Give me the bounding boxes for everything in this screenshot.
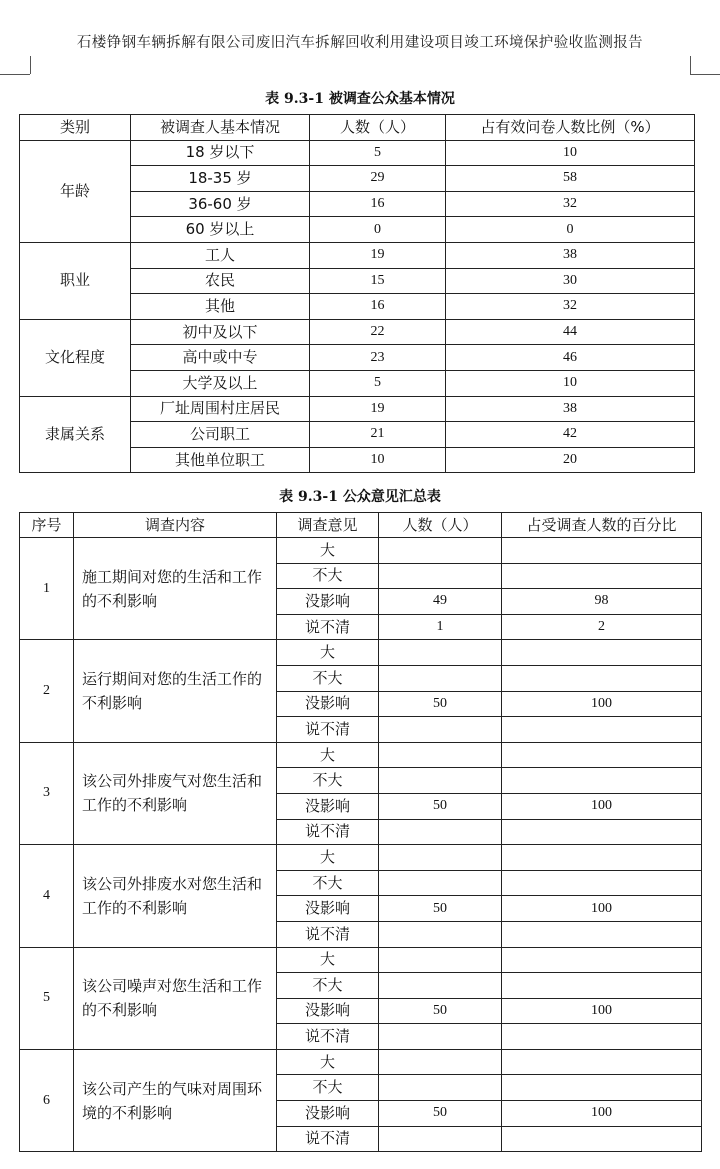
table-row — [20, 538, 702, 564]
count-cell — [379, 538, 502, 564]
percent-cell — [502, 1126, 702, 1152]
count-cell: 21 — [310, 422, 446, 448]
count-cell: 1 — [379, 614, 502, 640]
opinion-cell: 没影响 — [277, 589, 379, 615]
count-cell: 50 — [379, 793, 502, 819]
opinion-cell: 大 — [277, 538, 379, 564]
header-corner-mark-left — [30, 56, 31, 74]
respondent-basics-table — [19, 114, 695, 473]
table-row — [20, 396, 695, 422]
count-cell: 50 — [379, 1101, 502, 1127]
ratio-cell: 32 — [446, 294, 695, 320]
ratio-cell: 38 — [446, 242, 695, 268]
category-cell: 文化程度 — [20, 319, 131, 396]
table2-column-header: 调查意见 — [277, 513, 379, 538]
count-cell — [379, 819, 502, 845]
header-corner-mark-right-h — [690, 74, 720, 75]
percent-cell — [502, 640, 702, 666]
count-cell: 19 — [310, 396, 446, 422]
ratio-cell: 58 — [446, 166, 695, 192]
table-row — [20, 319, 695, 345]
item-number-cell: 3 — [20, 742, 74, 844]
survey-content-cell: 该公司外排废气对您生活和工作的不利影响 — [74, 742, 277, 844]
item-number-cell: 6 — [20, 1049, 74, 1151]
opinion-cell: 大 — [277, 947, 379, 973]
count-cell: 29 — [310, 166, 446, 192]
opinion-cell: 不大 — [277, 973, 379, 999]
percent-cell — [502, 665, 702, 691]
survey-content-cell: 该公司外排废水对您生活和工作的不利影响 — [74, 845, 277, 947]
count-cell: 0 — [310, 217, 446, 243]
table1-header-row — [20, 115, 695, 141]
count-cell — [379, 845, 502, 871]
opinion-cell: 不大 — [277, 870, 379, 896]
count-cell: 50 — [379, 998, 502, 1024]
respondent-item-cell: 36-60 岁 — [131, 191, 310, 217]
count-cell: 50 — [379, 896, 502, 922]
count-cell — [379, 1024, 502, 1050]
count-cell — [379, 717, 502, 743]
table-row — [20, 1049, 702, 1075]
count-cell: 23 — [310, 345, 446, 371]
ratio-cell: 44 — [446, 319, 695, 345]
table2-caption: 表 9.3-1 公众意见汇总表 — [279, 489, 441, 505]
header-corner-mark-left-h — [0, 74, 30, 75]
opinion-cell: 不大 — [277, 1075, 379, 1101]
item-number-cell: 2 — [20, 640, 74, 742]
count-cell: 15 — [310, 268, 446, 294]
respondent-item-cell: 农民 — [131, 268, 310, 294]
count-cell — [379, 947, 502, 973]
percent-cell: 100 — [502, 793, 702, 819]
table1-caption: 表 9.3-1 被调查公众基本情况 — [265, 91, 455, 107]
table-row — [20, 947, 702, 973]
count-cell: 19 — [310, 242, 446, 268]
table2-header-row — [20, 513, 702, 538]
percent-cell — [502, 742, 702, 768]
table2-column-header: 人数（人） — [379, 513, 502, 538]
opinion-cell: 说不清 — [277, 819, 379, 845]
opinion-cell: 说不清 — [277, 1126, 379, 1152]
opinion-cell: 没影响 — [277, 691, 379, 717]
table-row — [20, 140, 695, 166]
survey-content-cell: 该公司噪声对您生活和工作的不利影响 — [74, 947, 277, 1049]
percent-cell — [502, 921, 702, 947]
respondent-item-cell: 60 岁以上 — [131, 217, 310, 243]
respondent-item-cell: 工人 — [131, 242, 310, 268]
percent-cell — [502, 870, 702, 896]
opinion-summary-table — [19, 512, 702, 1152]
table2-column-header: 占受调查人数的百分比 — [502, 513, 702, 538]
category-cell: 年龄 — [20, 140, 131, 242]
survey-content-cell: 该公司产生的气味对周围环境的不利影响 — [74, 1049, 277, 1151]
survey-content-cell: 运行期间对您的生活工作的不利影响 — [74, 640, 277, 742]
percent-cell — [502, 1049, 702, 1075]
percent-cell: 100 — [502, 896, 702, 922]
count-cell: 5 — [310, 140, 446, 166]
respondent-item-cell: 18 岁以下 — [131, 140, 310, 166]
opinion-cell: 大 — [277, 640, 379, 666]
count-cell — [379, 742, 502, 768]
respondent-item-cell: 高中或中专 — [131, 345, 310, 371]
opinion-cell: 说不清 — [277, 614, 379, 640]
count-cell: 16 — [310, 191, 446, 217]
ratio-cell: 10 — [446, 140, 695, 166]
count-cell — [379, 665, 502, 691]
opinion-cell: 不大 — [277, 665, 379, 691]
ratio-cell: 46 — [446, 345, 695, 371]
count-cell: 49 — [379, 589, 502, 615]
ratio-cell: 38 — [446, 396, 695, 422]
opinion-cell: 说不清 — [277, 717, 379, 743]
table2-column-header: 序号 — [20, 513, 74, 538]
ratio-cell: 42 — [446, 422, 695, 448]
opinion-cell: 不大 — [277, 768, 379, 794]
count-cell — [379, 921, 502, 947]
respondent-item-cell: 大学及以上 — [131, 370, 310, 396]
ratio-cell: 0 — [446, 217, 695, 243]
opinion-cell: 大 — [277, 845, 379, 871]
count-cell — [379, 1075, 502, 1101]
table1-column-header: 类别 — [20, 115, 131, 141]
count-cell — [379, 1126, 502, 1152]
percent-cell — [502, 973, 702, 999]
percent-cell — [502, 1024, 702, 1050]
percent-cell — [502, 538, 702, 564]
opinion-cell: 不大 — [277, 563, 379, 589]
header-corner-mark-right — [690, 56, 691, 74]
table1-column-header: 被调查人基本情况 — [131, 115, 310, 141]
respondent-item-cell: 18-35 岁 — [131, 166, 310, 192]
percent-cell — [502, 768, 702, 794]
count-cell — [379, 973, 502, 999]
respondent-item-cell: 其他单位职工 — [131, 447, 310, 473]
percent-cell: 100 — [502, 998, 702, 1024]
count-cell: 22 — [310, 319, 446, 345]
respondent-item-cell: 其他 — [131, 294, 310, 320]
ratio-cell: 30 — [446, 268, 695, 294]
table1-column-header: 人数（人） — [310, 115, 446, 141]
percent-cell: 100 — [502, 691, 702, 717]
opinion-cell: 说不清 — [277, 921, 379, 947]
ratio-cell: 20 — [446, 447, 695, 473]
count-cell: 16 — [310, 294, 446, 320]
category-cell: 隶属关系 — [20, 396, 131, 473]
count-cell — [379, 768, 502, 794]
percent-cell: 2 — [502, 614, 702, 640]
count-cell — [379, 640, 502, 666]
respondent-item-cell: 厂址周围村庄居民 — [131, 396, 310, 422]
percent-cell — [502, 819, 702, 845]
percent-cell — [502, 1075, 702, 1101]
opinion-cell: 说不清 — [277, 1024, 379, 1050]
table-row — [20, 742, 702, 768]
opinion-cell: 没影响 — [277, 896, 379, 922]
opinion-cell: 没影响 — [277, 998, 379, 1024]
table1-column-header: 占有效问卷人数比例（%） — [446, 115, 695, 141]
opinion-cell: 大 — [277, 742, 379, 768]
percent-cell — [502, 947, 702, 973]
item-number-cell: 5 — [20, 947, 74, 1049]
category-cell: 职业 — [20, 242, 131, 319]
count-cell: 5 — [310, 370, 446, 396]
item-number-cell: 1 — [20, 538, 74, 640]
ratio-cell: 32 — [446, 191, 695, 217]
table-row — [20, 242, 695, 268]
opinion-cell: 没影响 — [277, 1101, 379, 1127]
count-cell: 10 — [310, 447, 446, 473]
percent-cell — [502, 563, 702, 589]
count-cell — [379, 870, 502, 896]
table2-column-header: 调查内容 — [74, 513, 277, 538]
survey-content-cell: 施工期间对您的生活和工作的不利影响 — [74, 538, 277, 640]
item-number-cell: 4 — [20, 845, 74, 947]
respondent-item-cell: 初中及以下 — [131, 319, 310, 345]
table-row — [20, 640, 702, 666]
ratio-cell: 10 — [446, 370, 695, 396]
percent-cell: 100 — [502, 1101, 702, 1127]
count-cell — [379, 563, 502, 589]
respondent-item-cell: 公司职工 — [131, 422, 310, 448]
count-cell — [379, 1049, 502, 1075]
percent-cell — [502, 845, 702, 871]
opinion-cell: 大 — [277, 1049, 379, 1075]
count-cell: 50 — [379, 691, 502, 717]
report-header: 石楼铮钢车辆拆解有限公司废旧汽车拆解回收利用建设项目竣工环境保护验收监测报告 — [76, 35, 644, 51]
percent-cell: 98 — [502, 589, 702, 615]
opinion-cell: 没影响 — [277, 793, 379, 819]
percent-cell — [502, 717, 702, 743]
table-row — [20, 845, 702, 871]
